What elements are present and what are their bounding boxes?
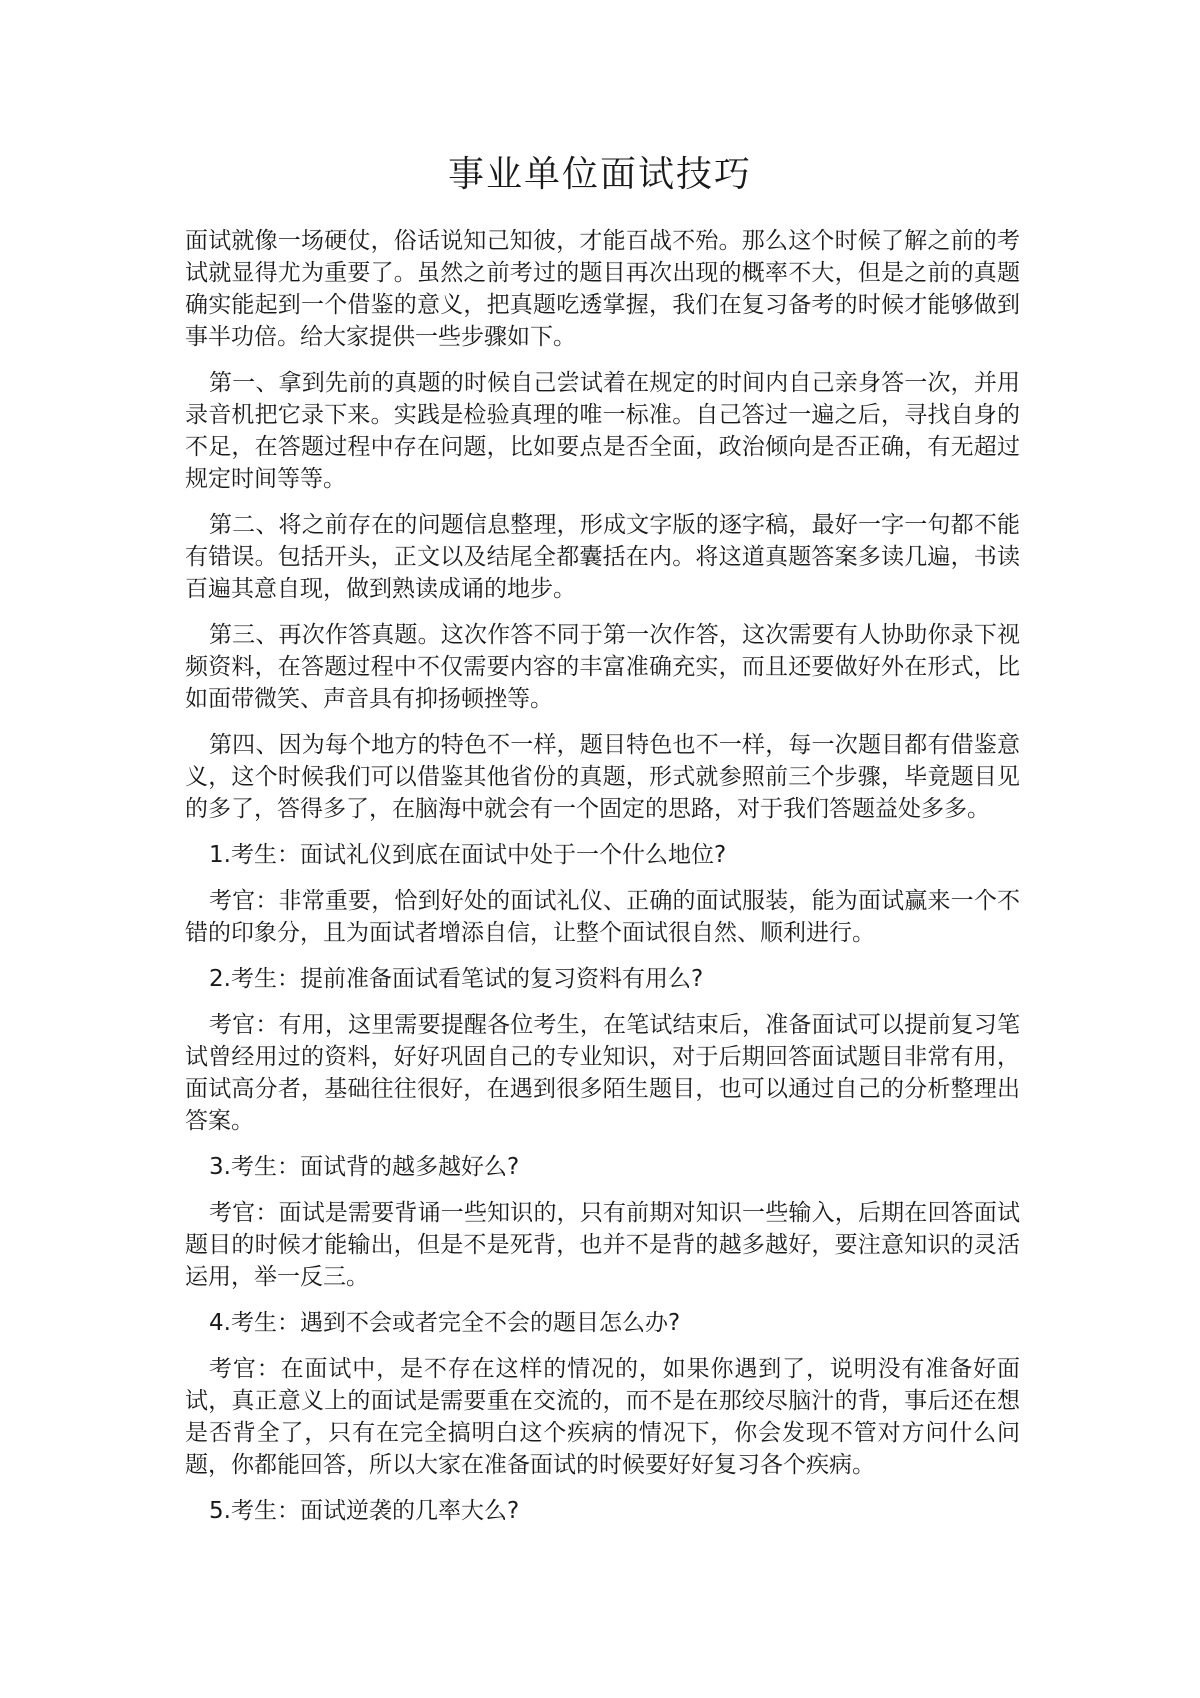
intro-paragraph: 面试就像一场硬仗，俗话说知己知彼，才能百战不殆。那么这个时候了解之前的考试就显得尤为重要了。虽然之前考过的题目再次出现的概率不大，但是之前的真题确实能起到一个借鉴的意义，把真题吃透掌握，我们在复习备考的时候才能够做到事半功倍。给大家提供一些步骤如下。 — [185, 228, 1020, 350]
step-paragraph-2: 第二、将之前存在的问题信息整理，形成文字版的逐字稿，最好一字一句都不能有错误。包括开头，正文以及结尾全都囊括在内。将这道真题答案多读几遍，书读百遍其意自现，做到熟读成诵的地步。 — [185, 512, 1020, 602]
answer-4: 考官：在面试中，是不存在这样的情况的，如果你遇到了，说明没有准备好面试，真正意义上的面试是需要重在交流的，而不是在那绞尽脑汁的背，事后还在想是否背全了，只有在完全搞明白这个疾病的情况下，你会发现不管对方问什么问题，你都能回答，所以大家在准备面试的时候要好好复习各个疾病。 — [185, 1356, 1020, 1478]
answer-1: 考官：非常重要，恰到好处的面试礼仪、正确的面试服装，能为面试赢来一个不错的印象分，且为面试者增添自信，让整个面试很自然、顺利进行。 — [185, 888, 1020, 946]
question-5: 5.考生：面试逆袭的几率大么? — [209, 1498, 520, 1524]
question-4: 4.考生：遇到不会或者完全不会的题目怎么办? — [209, 1310, 681, 1336]
question-2: 2.考生：提前准备面试看笔试的复习资料有用么? — [209, 966, 704, 992]
document-title: 事业单位面试技巧 — [447, 154, 752, 195]
document-body — [185, 225, 1020, 1541]
question-3: 3.考生：面试背的越多越好么? — [209, 1154, 520, 1180]
question-1: 1.考生：面试礼仪到底在面试中处于一个什么地位? — [209, 842, 727, 868]
step-paragraph-3: 第三、再次作答真题。这次作答不同于第一次作答，这次需要有人协助你录下视频资料，在答题过程中不仅需要内容的丰富准确充实，而且还要做好外在形式，比如面带微笑、声音具有抑扬顿挫等。 — [185, 622, 1020, 712]
step-paragraph-4: 第四、因为每个地方的特色不一样，题目特色也不一样，每一次题目都有借鉴意义，这个时候我们可以借鉴其他省份的真题，形式就参照前三个步骤，毕竟题目见的多了，答得多了，在脑海中就会有一个固定的思路，对于我们答题益处多多。 — [185, 732, 1020, 822]
answer-2: 考官：有用，这里需要提醒各位考生，在笔试结束后，准备面试可以提前复习笔试曾经用过的资料，好好巩固自己的专业知识，对于后期回答面试题目非常有用，面试高分者，基础往往很好，在遇到很多陌生题目，也可以通过自己的分析整理出答案。 — [185, 1012, 1020, 1134]
answer-3: 考官：面试是需要背诵一些知识的，只有前期对知识一些输入，后期在回答面试题目的时候才能输出，但是不是死背，也并不是背的越多越好，要注意知识的灵活运用，举一反三。 — [185, 1200, 1020, 1290]
step-paragraph-1: 第一、拿到先前的真题的时候自己尝试着在规定的时间内自己亲身答一次，并用录音机把它录下来。实践是检验真理的唯一标准。自己答过一遍之后，寻找自身的不足，在答题过程中存在问题，比如要点是否全面，政治倾向是否正确，有无超过规定时间等等。 — [185, 370, 1020, 492]
